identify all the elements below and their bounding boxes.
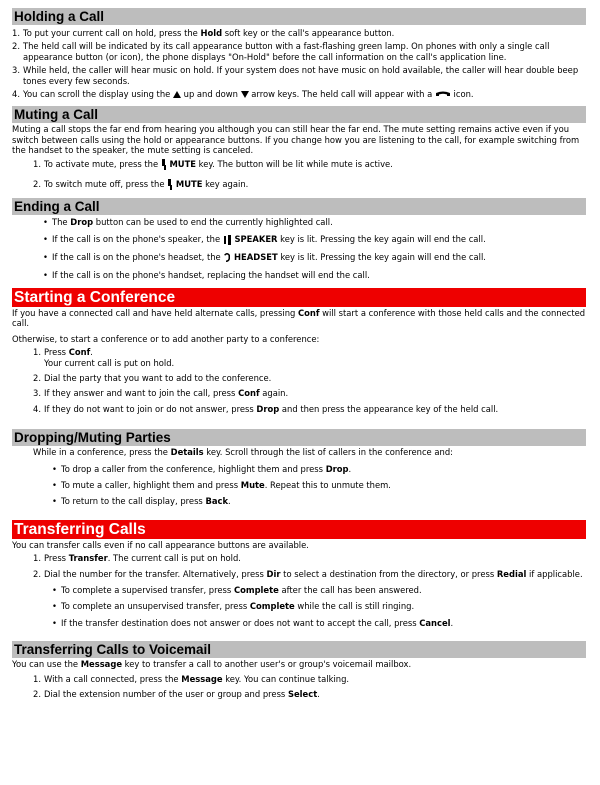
- mute-key-label: Mute: [240, 480, 265, 491]
- drop-key-label: Drop: [325, 463, 349, 474]
- text: up and down: [180, 89, 241, 100]
- holding-list: [12, 28, 586, 99]
- text: If they answer and want to join the call, press: [44, 388, 239, 399]
- list-item: [33, 553, 586, 563]
- text: to select a destination from the directory, or press: [280, 568, 497, 579]
- list-item: [33, 159, 586, 170]
- text: .: [90, 347, 93, 358]
- list-item: • If the call is on the phone's speaker, the SPEAKER key is lit. Pressing the key again will end the call.: [43, 234, 486, 245]
- dropping-heading: Dropping/Muting Parties: [12, 429, 586, 446]
- message-key-label: Message: [80, 659, 123, 670]
- dir-key-label: Dir: [266, 568, 281, 579]
- speaker-key-label: SPEAKER: [234, 234, 278, 245]
- text: To put your current call on hold, press the: [23, 28, 201, 38]
- text: .: [450, 617, 454, 628]
- dropping-intro: [33, 447, 586, 457]
- list-item: • If the call is on the phone's handset, replacing the handset will end the call.: [43, 270, 586, 280]
- item-number: 3.: [33, 388, 41, 399]
- item-number: 2.: [33, 373, 41, 383]
- up-arrow-icon: [173, 91, 181, 98]
- text: While in a conference, press the: [33, 447, 171, 458]
- text: The held call will be indicated by its call appearance button with a fast-flashing green lamp. On phones with only a single call appearance button (or icon), the phone displays "On-Hold" before the call information on the call's application line.: [23, 41, 550, 62]
- back-key-label: Back: [205, 496, 229, 507]
- muting-heading: Muting a Call: [12, 106, 586, 123]
- list-item: [33, 569, 586, 579]
- item-number: 2.: [12, 41, 20, 52]
- item-number: 1.: [33, 158, 41, 169]
- item-number: 4.: [12, 89, 20, 100]
- text: .: [228, 496, 231, 507]
- text: Dial the extension number of the user or group and press: [44, 689, 288, 700]
- redial-key-label: Redial: [496, 568, 527, 579]
- cancel-key-label: Cancel: [419, 617, 451, 628]
- text: key to transfer a call to another user's or group's voicemail mailbox.: [122, 659, 412, 670]
- text: button can be used to end the currently highlighted call.: [93, 216, 333, 227]
- ending-list: [43, 217, 586, 280]
- text: If the call is on the phone's handset, replacing the handset will end the call.: [52, 269, 370, 280]
- item-number: 2.: [33, 568, 41, 579]
- text: while the call is still ringing.: [294, 601, 415, 612]
- text: To return to the call display, press: [61, 496, 206, 507]
- text: key. You can continue talking.: [222, 673, 350, 684]
- text: key is lit. Pressing the key again will end the call.: [277, 251, 486, 262]
- list-item: [12, 89, 586, 99]
- message-key-label: Message: [181, 673, 223, 684]
- text: and then press the appearance key of the held call.: [279, 403, 499, 414]
- text: again.: [259, 388, 289, 399]
- down-arrow-icon: [241, 91, 249, 98]
- speaker-icon: [223, 235, 232, 245]
- text: Your current call is put on hold.: [44, 357, 175, 368]
- text: arrow keys. The held call will appear with a: [248, 89, 435, 100]
- text: If the call is on the phone's headset, the: [52, 251, 224, 262]
- text: To complete a supervised transfer, press: [61, 585, 234, 596]
- text: .: [348, 463, 352, 474]
- conf-key-label: Conf: [68, 347, 91, 358]
- list-item: • To complete a supervised transfer, press Complete after the call has been answered.: [52, 585, 422, 596]
- text: If the transfer destination does not answer or does not want to accept the call, press: [61, 617, 420, 628]
- list-item: • To drop a caller from the conference, highlight them and press Drop.: [52, 463, 352, 474]
- muting-list: [33, 159, 586, 190]
- text: soft key or the call's appearance button.: [222, 28, 395, 38]
- list-item: • If the transfer destination does not answer or does not want to accept the call, press Cancel.: [52, 617, 454, 628]
- document-page: [12, 8, 586, 700]
- hold-key-label: Hold: [200, 28, 223, 38]
- voicemail-intro: [12, 659, 586, 669]
- mute-key-label: MUTE: [175, 178, 203, 189]
- list-item: [33, 674, 586, 684]
- list-item: [33, 347, 586, 368]
- list-item: [33, 404, 586, 414]
- voicemail-heading: Transferring Calls to Voicemail: [12, 641, 586, 658]
- text: With a call connected, press the: [44, 673, 182, 684]
- text: To complete an unsupervised transfer, press: [61, 601, 250, 612]
- conference-list: [33, 347, 586, 414]
- text: icon.: [450, 89, 474, 100]
- item-number: 1.: [33, 553, 41, 564]
- transferring-options: [52, 585, 586, 628]
- text: key again.: [202, 178, 249, 189]
- mute-microphone-icon: [167, 179, 173, 190]
- mute-key-label: MUTE: [169, 158, 197, 169]
- holding-heading: Holding a Call: [12, 8, 586, 25]
- text: If they do not want to join or do not answer, press: [44, 403, 257, 414]
- headset-key-label: HEADSET: [234, 251, 278, 262]
- list-item: [33, 388, 586, 398]
- list-item: • To return to the call display, press Back.: [52, 496, 231, 507]
- text: . Repeat this to unmute them.: [264, 480, 391, 491]
- item-number: 2.: [33, 689, 41, 700]
- conf-key-label: Conf: [297, 307, 320, 318]
- drop-key-label: Drop: [70, 216, 94, 227]
- headset-icon: [223, 252, 231, 263]
- text: if applicable.: [526, 568, 583, 579]
- text: key. The button will be lit while mute is active.: [196, 158, 393, 169]
- text: key. Scroll through the list of callers in the conference and:: [203, 447, 453, 458]
- text: Press: [44, 553, 69, 564]
- text: after the call has been answered.: [278, 585, 422, 596]
- text: To mute a caller, highlight them and press: [61, 480, 241, 491]
- list-item: • If the call is on the phone's headset, the HEADSET key is lit. Pressing the key again will end the call.: [43, 251, 486, 262]
- complete-key-label: Complete: [249, 601, 295, 612]
- complete-key-label: Complete: [233, 585, 279, 596]
- muting-intro: Muting a call stops the far end from hearing you although you can still hear the far end. The mute setting remains active even if you switch between calls using the hold or appearance buttons. If you change how you are listening to the call, for example switching from the handset to the speaker, the mute setting is canceled.: [12, 124, 580, 156]
- dropping-list: [52, 464, 586, 507]
- transferring-intro: You can transfer calls even if no call appearance buttons are available.: [12, 539, 309, 550]
- list-item: • The Drop button can be used to end the currently highlighted call.: [43, 216, 333, 227]
- text: You can scroll the display using the: [23, 89, 173, 100]
- text: To switch mute off, press the: [44, 178, 168, 189]
- transferring-list: [33, 553, 586, 579]
- details-key-label: Details: [170, 447, 204, 458]
- text: key is lit. Pressing the key again will end the call.: [277, 234, 486, 245]
- text: You can use the: [12, 659, 81, 670]
- list-item: [12, 41, 586, 62]
- text: will start a conference with those held calls and the connected call.: [12, 307, 586, 329]
- text: Dial the party that you want to add to the conference.: [44, 373, 272, 383]
- list-item: [33, 689, 586, 699]
- list-item: [12, 65, 586, 86]
- list-item: [33, 179, 586, 190]
- text: If the call is on the phone's speaker, the: [52, 234, 223, 245]
- conference-otherwise: Otherwise, to start a conference or to add another party to a conference:: [12, 333, 320, 344]
- item-number: 1.: [33, 347, 41, 358]
- list-item: [33, 373, 586, 383]
- item-number: 1.: [33, 673, 41, 684]
- text: To drop a caller from the conference, highlight them and press: [61, 463, 326, 474]
- held-call-icon: [435, 91, 451, 99]
- text: To activate mute, press the: [44, 158, 161, 169]
- text: The: [52, 216, 71, 227]
- item-number: 3.: [12, 65, 20, 76]
- transfer-key-label: Transfer: [68, 553, 108, 564]
- drop-key-label: Drop: [256, 403, 280, 414]
- list-item: • To mute a caller, highlight them and press Mute. Repeat this to unmute them.: [52, 480, 391, 491]
- text: Dial the number for the transfer. Alternatively, press: [44, 568, 267, 579]
- text: .: [317, 689, 320, 700]
- transferring-heading: Transferring Calls: [12, 520, 586, 539]
- mute-microphone-icon: [161, 159, 167, 170]
- conf-key-label: Conf: [238, 388, 260, 399]
- select-key-label: Select: [287, 689, 318, 700]
- voicemail-list: [33, 674, 586, 700]
- list-item: [12, 28, 586, 38]
- item-number: 2.: [33, 178, 41, 189]
- text: Press: [44, 347, 69, 358]
- conference-heading: Starting a Conference: [12, 288, 586, 307]
- text: While held, the caller will hear music on hold. If your system does not have music on hold available, the caller will hear double beep tones every few seconds.: [23, 65, 579, 86]
- list-item: • To complete an unsupervised transfer, press Complete while the call is still ringing.: [52, 601, 415, 612]
- item-number: 1.: [12, 28, 20, 38]
- conference-intro: [12, 308, 586, 329]
- text: . The current call is put on hold.: [107, 553, 241, 564]
- ending-heading: Ending a Call: [12, 198, 586, 215]
- text: If you have a connected call and have held alternate calls, pressing: [12, 307, 298, 318]
- item-number: 4.: [33, 403, 41, 414]
